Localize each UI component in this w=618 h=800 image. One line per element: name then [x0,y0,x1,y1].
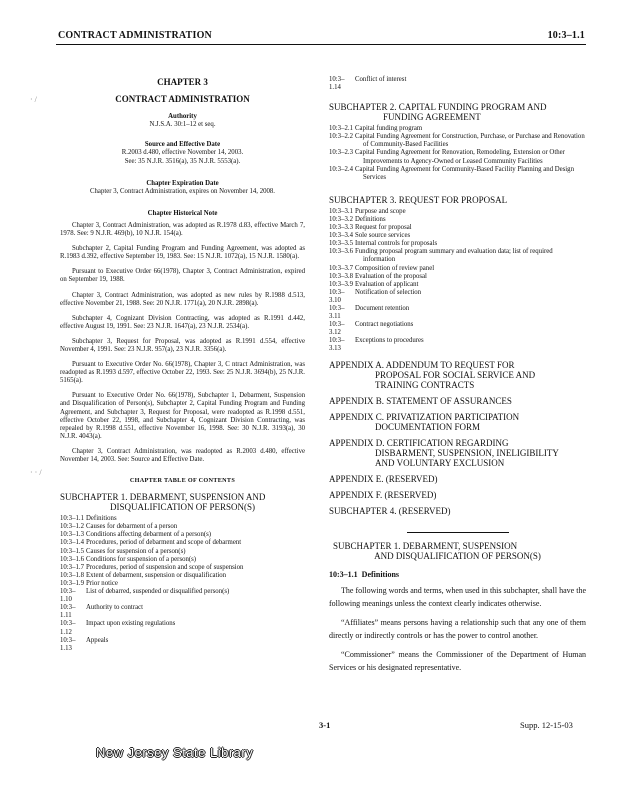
appendix-heading [329,396,586,406]
toc-number: 10:3–3.12 [329,321,345,337]
toc-number: 10:3–3.11 [329,304,345,321]
toc-number: 10:3–3.8 [329,272,353,280]
toc-title-text: Procedures, period of debarment and scope of debarment [86,539,242,547]
toc-item [329,208,586,216]
toc-list [329,208,586,354]
toc-title-text: Appeals [86,636,109,644]
toc-title-text: Request for proposal [355,224,412,232]
toc-number: 10:3–3.1 [329,207,353,215]
toc-title-text: Composition of review panel [355,264,435,272]
chapter-title: CONTRACT ADMINISTRATION [115,94,250,105]
toc-item [329,149,586,165]
toc-title-text: Purpose and scope [355,207,406,215]
toc-title-text: Capital Funding Agreement for Construction, Purchase, or Purchase and Renovation of Community-Based Facilities [355,133,585,149]
section-body [329,584,586,675]
toc-item [329,224,586,232]
subchapter-heading [329,541,586,561]
right-column [329,76,586,675]
section-divider [407,532,509,533]
toc-title-text: Impact upon existing regulations [86,620,176,628]
section-heading [329,571,586,579]
appendix-heading [329,506,586,516]
toc-title-text: Document retention [355,304,410,312]
appendix-heading-line: APPENDIX F. (RESERVED) [329,489,437,500]
toc-item [60,539,305,547]
subchapter-heading-line: SUBCHAPTER 1. DEBARMENT, SUSPENSION [333,540,518,551]
toc-item [60,637,305,653]
definition-paragraph: “Affiliates” means persons having a relationship such that any one of them directly or indirectly controls or has the power to control another. [329,617,586,641]
appendix-heading-line: APPENDIX A. ADDENDUM TO REQUEST FOR [329,359,515,370]
toc-item [60,604,305,620]
toc-number: 10:3–3.2 [329,215,353,223]
toc-item [60,572,305,580]
toc-item [329,133,586,149]
toc-number: 10:3–1.10 [60,588,76,604]
toc-title-text: Capital Funding Agreement for Community-Based Facility Planning and Design Services [355,165,574,181]
appendix-heading-line: APPENDIX C. PRIVATIZATION PARTICIPATION [329,411,520,422]
toc-item [329,281,586,289]
toc-item [329,76,586,92]
source-heading: Source and Effective Date [144,141,221,149]
header-title: CONTRACT ADMINISTRATION [58,30,212,41]
toc-number: 10:3–1.5 [60,547,84,555]
appendix-heading-line: AND VOLUNTARY EXCLUSION [375,457,505,468]
toc-title-text: Capital Funding Agreement for Renovation, Remodeling, Extension or Other Improvements to Agency-Owned or Leased Community Facilities [355,149,565,165]
toc-item [329,125,586,133]
toc-number: 10:3–1.4 [60,539,84,547]
history-heading: Chapter Historical Note [147,209,218,217]
toc-title-text: Internal controls for proposals [355,240,438,248]
history-note: Subchapter 2, Capital Funding Program and Funding Agreement, was adopted as R.1983 d.392, effective September 19, 1983. See: 15 N.J.R. 1072(a), 15 N.J.R. 1580(a). [60,245,305,261]
toc-number: 10:3–1.1 [60,515,84,523]
history-note: Pursuant to Executive Order 66(1978), Chapter 3, Contract Administration, expired on September 19, 1988. [60,268,305,284]
history-note: Subchapter 4, Cognizant Division Contracting, was adopted as R.1991 d.442, effective August 19, 1991. See: 23 N.J.R. 1647(a), 23 N.J.R. 2534(a). [60,314,305,330]
source-line: R.2003 d.480, effective November 14, 2003. [121,149,244,157]
toc-number: 10:3–3.13 [329,337,345,353]
toc-number: 10:3–1.9 [60,579,84,587]
history-note: Subchapter 3, Request for Proposal, was adopted as R.1991 d.554, effective November 4, 1991. See: 23 N.J.R. 957(a), 23 N.J.R. 3356(a). [60,337,305,353]
left-column [60,78,305,653]
toc-title-text: Notification of selection [355,288,422,296]
section-number: 10:3–1.1 [329,569,358,579]
library-watermark: New Jersey State Library [96,745,254,760]
history-note: Pursuant to Executive Order No. 66(1978), Chapter 3, C ntract Administration, was readopted as R.1993 d.597, effective October 22, 1993. See: 25 N.J.R. 3694(b), 25 N.J.R. 5165(a). [60,361,305,385]
toc-item [329,337,586,353]
source-line: See: 35 N.J.R. 3516(a), 35 N.J.R. 5553(a). [124,157,241,165]
toc-item [60,556,305,564]
toc-item [329,321,586,337]
toc-item [60,580,305,588]
subchapter-heading-line: SUBCHAPTER 2. CAPITAL FUNDING PROGRAM AND [329,102,547,113]
subchapter-heading: SUBCHAPTER 3. REQUEST FOR PROPOSAL [329,194,508,205]
toc-item [329,248,586,264]
toc-number: 10:3–3.6 [329,248,353,256]
subchapter-heading [60,492,305,512]
toc-title-text: Definitions [86,515,117,523]
toc-title-text: List of debarred, suspended or disqualified person(s) [86,588,230,596]
authority-heading: Authority [168,113,197,121]
toc-number: 10:3–3.4 [329,232,353,240]
appendix-heading-line: APPENDIX D. CERTIFICATION REGARDING [329,437,509,448]
toc-number: 10:3–1.2 [60,523,84,531]
toc-item [329,166,586,182]
history-note: Chapter 3, Contract Administration, was adopted as new rules by R.1988 d.513, effective November 21, 1988. See: 20 N.J.R. 1771(a), 20 N.J.R. 2898(a). [60,291,305,307]
appendix-heading-line: APPENDIX E. (RESERVED) [329,473,438,484]
toc-title-text: Causes for suspension of a person(s) [86,547,186,555]
subchapter-heading-line: FUNDING AGREEMENT [383,112,481,123]
toc-title-text: Conflict of interest [355,76,407,83]
toc-number: 10:3–2.2 [329,133,353,141]
toc-number: 10:3–3.7 [329,264,353,272]
appendix-heading-line: TRAINING CONTRACTS [375,379,475,390]
toc-item [60,515,305,523]
history-note: Chapter 3, Contract Administration, was readopted as R.2003 d.480, effective November 14, 2003. See: Source and Effective Date. [60,447,305,463]
toc-number: 10:3–1.8 [60,571,84,579]
section-title: Definitions [361,569,400,579]
appendix-heading-line: SUBCHAPTER 4. (RESERVED) [329,505,451,516]
page-number: 3-1 [319,720,331,730]
appendix-heading-line: DOCUMENTATION FORM [375,421,481,432]
toc-item [329,289,586,305]
toc-number: 10:3–1.7 [60,563,84,571]
history-notes [60,222,305,464]
expiration-heading: Chapter Expiration Date [146,179,219,187]
toc-item [60,531,305,539]
definition-paragraph: The following words and terms, when used in this subchapter, shall have the following meanings unless the context clearly indicates otherwise. [329,585,586,609]
toc-title-text: Evaluation of applicant [355,280,419,288]
supplement-date: Supp. 12-15-03 [520,720,573,730]
appendix-heading-line: DISBARMENT, SUSPENSION, INELIGIBILITY [375,447,559,458]
toc-number: 10:3–2.1 [329,125,353,133]
toc-item [60,548,305,556]
scan-mark: · / [30,95,37,104]
toc-number: 10:3–3.3 [329,224,353,232]
toc-item [329,265,586,273]
toc-title-text: Capital funding program [355,125,423,133]
appendix-heading [329,438,586,468]
toc-number: 10:3–1.3 [60,531,84,539]
toc-title-text: Definitions [355,215,386,223]
subchapter-heading-line: AND DISQUALIFICATION OF PERSON(S) [374,550,541,561]
toc-title-text: Procedures, period of suspension and scope of suspension [86,563,244,571]
appendix-list [329,360,586,516]
toc-list [60,515,305,653]
toc-number: 10:3–1.13 [60,636,76,652]
toc-title-text: Contract negotiations [355,321,414,329]
toc-number: 10:3–2.4 [329,165,353,173]
authority-text: N.J.S.A. 30:1–12 et seq. [149,121,216,129]
toc-number: 10:3–3.9 [329,280,353,288]
toc-number: 10:3–3.5 [329,240,353,248]
running-header [58,30,585,44]
toc-number: 10:3–1.12 [60,620,76,636]
toc-title-text: Conditions for suspension of a person(s) [86,555,197,563]
header-section-number: 10:3–1.1 [547,30,585,41]
toc-title-text: Sole source services [355,232,411,240]
history-note: Chapter 3, Contract Administration, was adopted as R.1978 d.83, effective March 7, 1978. See: 9 N.J.R. 469(b), 10 N.J.R. 154(a). [60,221,305,238]
toc-item [329,305,586,321]
appendix-heading-line: PROPOSAL FOR SOCIAL SERVICE AND [375,369,536,380]
appendix-heading [329,474,586,484]
toc-number: 10:3–1.11 [60,604,76,620]
toc-title-text: Prior notice [86,579,118,587]
toc-item [60,564,305,572]
toc-item [329,232,586,240]
appendix-heading [329,360,586,390]
toc-number: 10:3–2.3 [329,149,353,157]
toc-item [329,273,586,281]
toc-item [60,620,305,636]
appendix-heading [329,490,586,500]
toc-item [60,523,305,531]
toc-title-text: Evaluation of the proposal [355,272,427,280]
toc-item [329,216,586,224]
toc-title: CHAPTER TABLE OF CONTENTS [129,477,236,485]
chapter-number: CHAPTER 3 [157,77,208,87]
expiration-text: Chapter 3, Contract Administration, expires on November 14, 2008. [90,187,275,195]
toc-item [329,240,586,248]
toc-title-text: Causes for debarment of a person [86,523,178,531]
toc-item [60,588,305,604]
subchapter-heading-line: DISQUALIFICATION OF PERSON(S) [109,502,255,513]
definition-paragraph: “Commissioner” means the Commissioner of the Department of Human Services or his designated representative. [329,649,586,673]
appendix-heading-line: APPENDIX B. STATEMENT OF ASSURANCES [329,395,512,406]
toc-number: 10:3–3.10 [329,288,345,304]
subchapter-heading [329,102,586,122]
toc-number: 10:3–1.6 [60,555,84,563]
appendix-heading [329,412,586,432]
toc-title-text: Conditions affecting debarment of a person(s) [86,531,212,539]
history-note: Pursuant to Executive Order No. 66(1978), Subchapter 1, Debarment, Suspension and Disqualification of Person(s), Subchapter 2, Capital Funding Program and Funding Agreement, and Subchapter 3, Request for Proposal, were readopted as R.1998 d.551, effective October 22, 1998, and Subchapter 4, Cognizant Division Contracting, was repealed by R.1998 d.551, effective November 16, 1998. See: 30 N.J.R. 3193(a), 30 N.J.R. 4043(a). [60,392,305,440]
subchapter-heading-line: SUBCHAPTER 1. DEBARMENT, SUSPENSION AND [60,492,266,503]
toc-title-text: Authority to contract [86,604,144,612]
toc-title-text: Funding proposal program summary and evaluation data; list of required information [355,248,553,264]
toc-title-text: Exceptions to procedures [355,337,424,345]
toc-title-text: Extent of debarment, suspension or disqualification [86,571,227,579]
toc-list [329,125,586,182]
header-rule [56,44,586,45]
toc-number: 10:3–1.14 [329,76,345,92]
scan-mark: · · / [30,468,42,477]
